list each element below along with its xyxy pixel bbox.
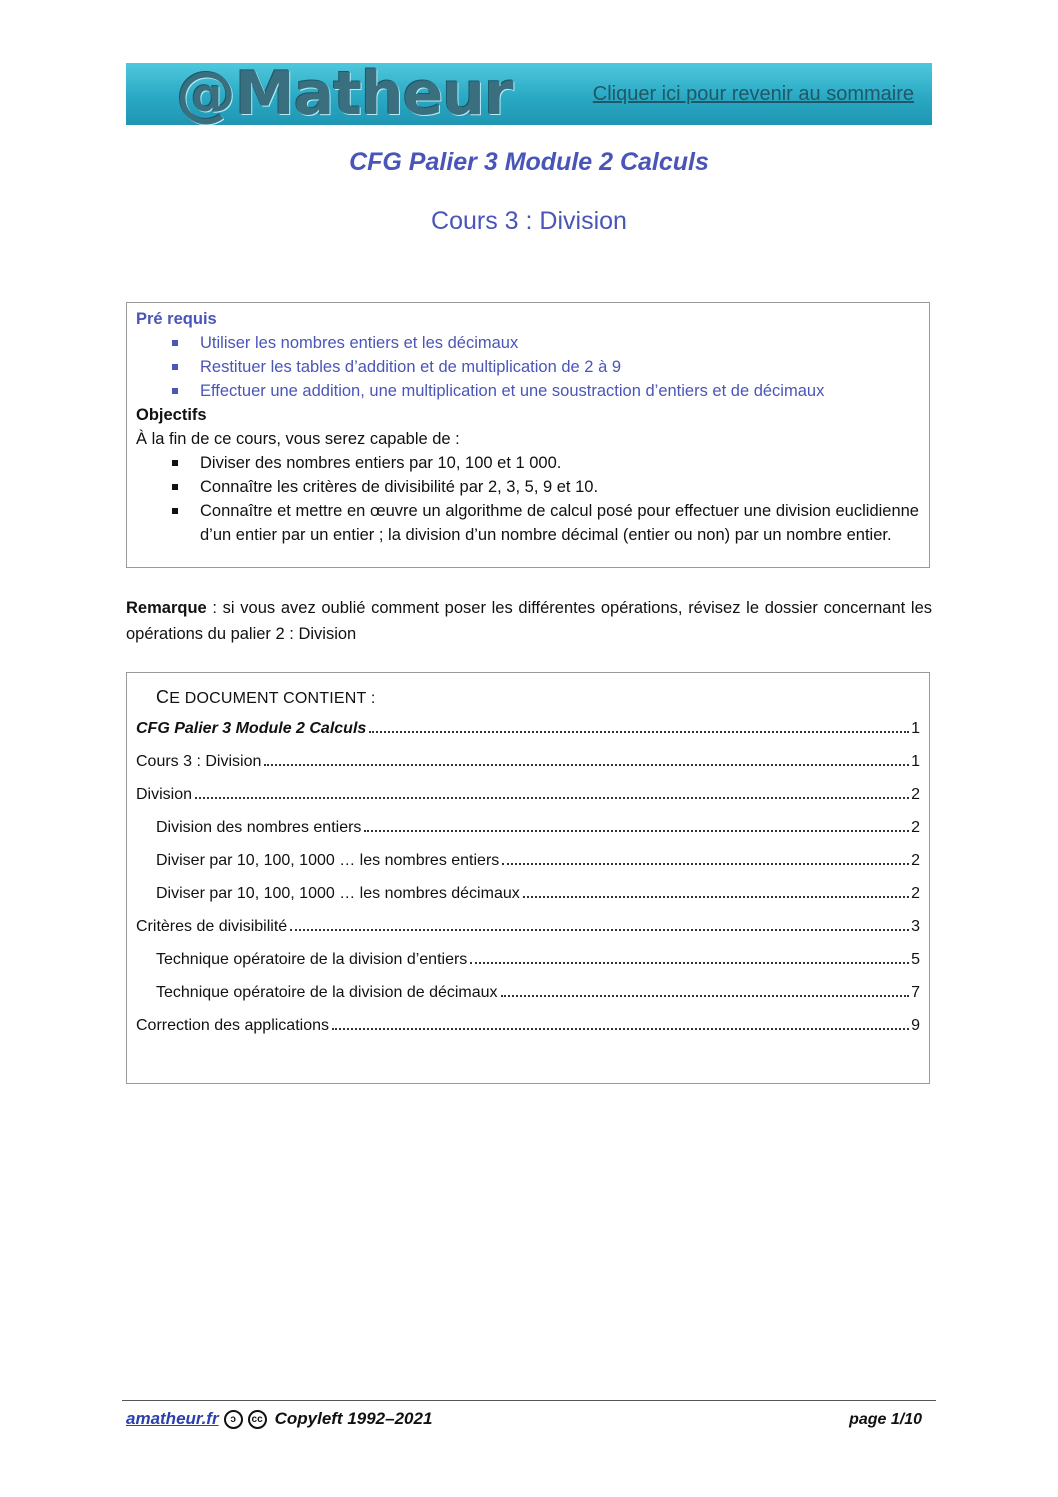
- toc-entry[interactable]: Technique opératoire de la division de décimaux 7: [156, 984, 920, 1001]
- page-number: page 1/10: [849, 1411, 922, 1428]
- toc-entry[interactable]: Cours 3 : Division 1: [136, 753, 920, 770]
- objectives-intro: À la fin de ce cours, vous serez capable de :: [136, 430, 460, 448]
- header-banner: [126, 63, 932, 125]
- objective-item: Diviser des nombres entiers par 10, 100 et 1 000.: [136, 451, 919, 475]
- objectives-label: Objectifs: [136, 406, 207, 424]
- table-of-contents: [126, 672, 930, 1084]
- prerequisites-objectives-box: [126, 302, 930, 568]
- prerequisites-list: [136, 331, 919, 403]
- remark-label: Remarque: [126, 599, 207, 617]
- toc-entry[interactable]: Division des nombres entiers 2: [156, 819, 920, 836]
- remark-paragraph: [126, 595, 932, 647]
- prerequisites-label: Pré requis: [136, 310, 217, 328]
- site-link[interactable]: amatheur.fr: [126, 1409, 219, 1428]
- toc-entry[interactable]: Critères de divisibilité 3: [136, 918, 920, 935]
- site-logo: @Matheur: [176, 63, 513, 125]
- toc-entry[interactable]: Correction des applications 9: [136, 1017, 920, 1034]
- objectives-list: [136, 451, 919, 547]
- page-subtitle: Cours 3 : Division: [431, 207, 627, 235]
- toc-entry[interactable]: Division 2: [136, 786, 920, 803]
- objective-item: Connaître et mettre en œuvre un algorithme de calcul posé pour effectuer une division euclidienne d’un entier par un entier ; la division d’un nombre décimal (entier ou non) par un nombre entier.: [136, 499, 919, 547]
- toc-entry[interactable]: Technique opératoire de la division d’entiers 5: [156, 951, 920, 968]
- prerequisite-item: Utiliser les nombres entiers et les décimaux: [136, 331, 919, 355]
- footer-left: [126, 1409, 432, 1429]
- toc-entry[interactable]: Diviser par 10, 100, 1000 … les nombres entiers 2: [156, 852, 920, 869]
- copyleft-text: Copyleft 1992–2021: [274, 1409, 433, 1428]
- footer-divider: [122, 1400, 936, 1401]
- toc-heading: CE DOCUMENT CONTIENT :: [156, 687, 376, 707]
- objective-item: Connaître les critères de divisibilité par 2, 3, 5, 9 et 10.: [136, 475, 919, 499]
- toc-entry[interactable]: CFG Palier 3 Module 2 Calculs 1: [136, 720, 920, 737]
- toc-entry[interactable]: Diviser par 10, 100, 1000 … les nombres décimaux 2: [156, 885, 920, 902]
- back-to-summary-link[interactable]: Cliquer ici pour revenir au sommaire: [592, 83, 914, 105]
- cc-icon: cc: [248, 1410, 267, 1429]
- remark-text: : si vous avez oublié comment poser les différentes opérations, révisez le dossier concernant les opérations du palier 2 : Division: [126, 599, 932, 643]
- prerequisite-item: Restituer les tables d’addition et de multiplication de 2 à 9: [136, 355, 919, 379]
- prerequisite-item: Effectuer une addition, une multiplication et une soustraction d’entiers et de décimaux: [136, 379, 919, 403]
- copyleft-icon: ↄ: [224, 1410, 243, 1429]
- page-title: CFG Palier 3 Module 2 Calculs: [349, 148, 709, 176]
